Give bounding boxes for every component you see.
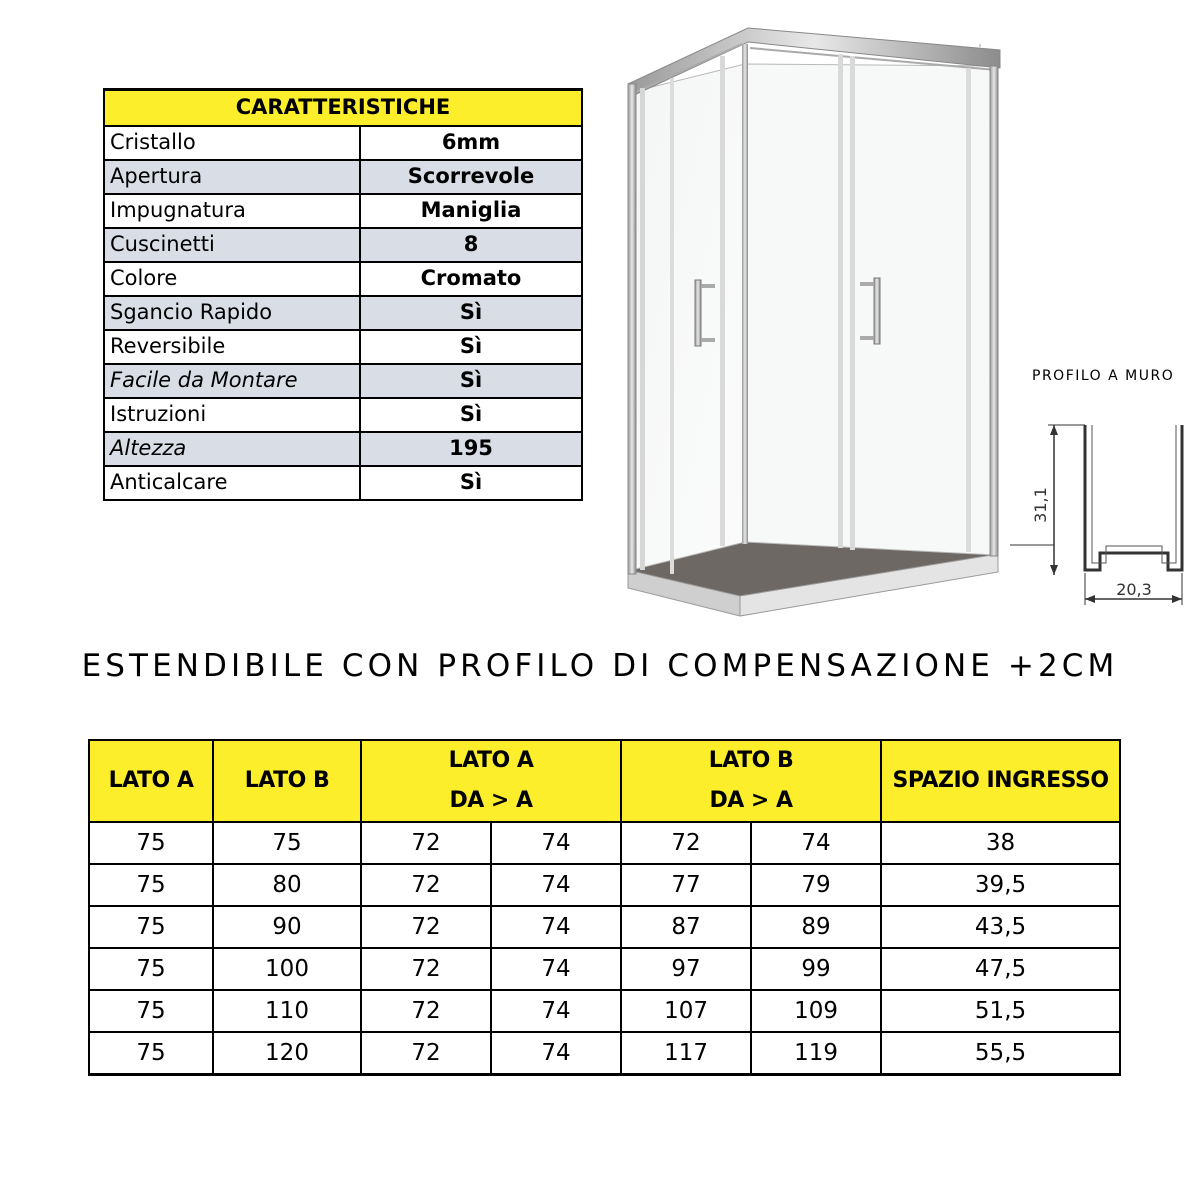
sizes-body xyxy=(89,822,1120,1075)
characteristics-title: CARATTERISTICHE xyxy=(104,90,582,126)
cell-lato-a-to: 74 xyxy=(491,906,621,948)
cell-spazio-ingresso: 47,5 xyxy=(881,948,1120,990)
spec-value: Maniglia xyxy=(360,194,582,228)
cell-lato-a-from: 72 xyxy=(361,864,491,906)
spec-label: Colore xyxy=(104,262,360,296)
spec-row xyxy=(104,194,582,228)
cell-lato-a: 75 xyxy=(89,822,213,864)
header-lato-b-range xyxy=(621,740,881,822)
spec-value: Sì xyxy=(360,330,582,364)
cell-lato-b-from: 87 xyxy=(621,906,751,948)
spec-value: Sì xyxy=(360,364,582,398)
cell-lato-a-from: 72 xyxy=(361,990,491,1032)
cell-lato-a: 75 xyxy=(89,864,213,906)
shower-enclosure-illustration xyxy=(610,22,1010,622)
cell-lato-b-to: 99 xyxy=(751,948,881,990)
cell-lato-a-to: 74 xyxy=(491,948,621,990)
header-lato-a-range-line2: DA > A xyxy=(449,788,533,813)
cell-lato-b-from: 72 xyxy=(621,822,751,864)
table-row xyxy=(89,822,1120,864)
cell-lato-b-from: 77 xyxy=(621,864,751,906)
cell-lato-b-to: 79 xyxy=(751,864,881,906)
cell-lato-b: 110 xyxy=(213,990,361,1032)
cell-lato-b-from: 97 xyxy=(621,948,751,990)
characteristics-header-row xyxy=(104,90,582,126)
table-row xyxy=(89,906,1120,948)
spec-label: Sgancio Rapido xyxy=(104,296,360,330)
spec-label: Apertura xyxy=(104,160,360,194)
spec-value: Scorrevole xyxy=(360,160,582,194)
cell-lato-b-to: 89 xyxy=(751,906,881,948)
spec-label: Facile da Montare xyxy=(104,364,360,398)
sizes-table xyxy=(88,739,1121,1076)
cell-lato-a-to: 74 xyxy=(491,864,621,906)
spec-label: Cristallo xyxy=(104,126,360,160)
cell-spazio-ingresso: 43,5 xyxy=(881,906,1120,948)
table-row xyxy=(89,990,1120,1032)
cell-spazio-ingresso: 55,5 xyxy=(881,1032,1120,1075)
characteristics-table xyxy=(103,88,583,501)
table-row xyxy=(89,948,1120,990)
cell-lato-b-from: 117 xyxy=(621,1032,751,1075)
header-lato-a: LATO A xyxy=(89,740,213,822)
spec-label: Impugnatura xyxy=(104,194,360,228)
spec-row xyxy=(104,262,582,296)
cell-lato-b-to: 119 xyxy=(751,1032,881,1075)
headline: ESTENDIBILE CON PROFILO DI COMPENSAZIONE +2CM xyxy=(81,648,1119,684)
header-lato-a-range-line1: LATO A xyxy=(448,748,534,773)
spec-row xyxy=(104,160,582,194)
spec-label: Reversibile xyxy=(104,330,360,364)
cell-lato-b-to: 109 xyxy=(751,990,881,1032)
spec-row xyxy=(104,330,582,364)
cell-lato-a: 75 xyxy=(89,906,213,948)
header-lato-b-range-line2: DA > A xyxy=(709,788,793,813)
cell-lato-a-to: 74 xyxy=(491,1032,621,1075)
wall-profile-label: PROFILO A MURO xyxy=(1032,368,1175,384)
cell-lato-b: 80 xyxy=(213,864,361,906)
header-spazio-ingresso: SPAZIO INGRESSO xyxy=(881,740,1120,822)
cell-lato-a-from: 72 xyxy=(361,822,491,864)
sizes-header-row xyxy=(89,740,1120,822)
spec-row xyxy=(104,228,582,262)
cell-lato-a-from: 72 xyxy=(361,906,491,948)
spec-row xyxy=(104,398,582,432)
cell-lato-b: 120 xyxy=(213,1032,361,1075)
spec-value: Sì xyxy=(360,466,582,500)
cell-lato-a: 75 xyxy=(89,1032,213,1075)
spec-value: Cromato xyxy=(360,262,582,296)
cell-lato-a: 75 xyxy=(89,990,213,1032)
spec-row xyxy=(104,432,582,466)
cell-spazio-ingresso: 39,5 xyxy=(881,864,1120,906)
spec-row xyxy=(104,466,582,500)
spec-label: Anticalcare xyxy=(104,466,360,500)
spec-value: Sì xyxy=(360,296,582,330)
cell-spazio-ingresso: 51,5 xyxy=(881,990,1120,1032)
profile-height-dimension: 31,1 xyxy=(1031,487,1050,523)
spec-row xyxy=(104,364,582,398)
table-row xyxy=(89,1032,1120,1075)
spec-value: 6mm xyxy=(360,126,582,160)
cell-spazio-ingresso: 38 xyxy=(881,822,1120,864)
wall-profile-diagram xyxy=(1000,405,1195,610)
spec-row xyxy=(104,296,582,330)
cell-lato-b: 75 xyxy=(213,822,361,864)
cell-lato-b: 90 xyxy=(213,906,361,948)
cell-lato-b-from: 107 xyxy=(621,990,751,1032)
cell-lato-b-to: 74 xyxy=(751,822,881,864)
header-lato-b: LATO B xyxy=(213,740,361,822)
spec-value: 195 xyxy=(360,432,582,466)
spec-value: Sì xyxy=(360,398,582,432)
spec-row xyxy=(104,126,582,160)
cell-lato-a-to: 74 xyxy=(491,822,621,864)
header-lato-a-range xyxy=(361,740,621,822)
table-row xyxy=(89,864,1120,906)
cell-lato-b: 100 xyxy=(213,948,361,990)
spec-label: Altezza xyxy=(104,432,360,466)
cell-lato-a-from: 72 xyxy=(361,1032,491,1075)
spec-value: 8 xyxy=(360,228,582,262)
profile-width-dimension: 20,3 xyxy=(1116,580,1152,599)
header-lato-b-range-line1: LATO B xyxy=(708,748,794,773)
cell-lato-a: 75 xyxy=(89,948,213,990)
cell-lato-a-from: 72 xyxy=(361,948,491,990)
spec-label: Istruzioni xyxy=(104,398,360,432)
cell-lato-a-to: 74 xyxy=(491,990,621,1032)
spec-label: Cuscinetti xyxy=(104,228,360,262)
